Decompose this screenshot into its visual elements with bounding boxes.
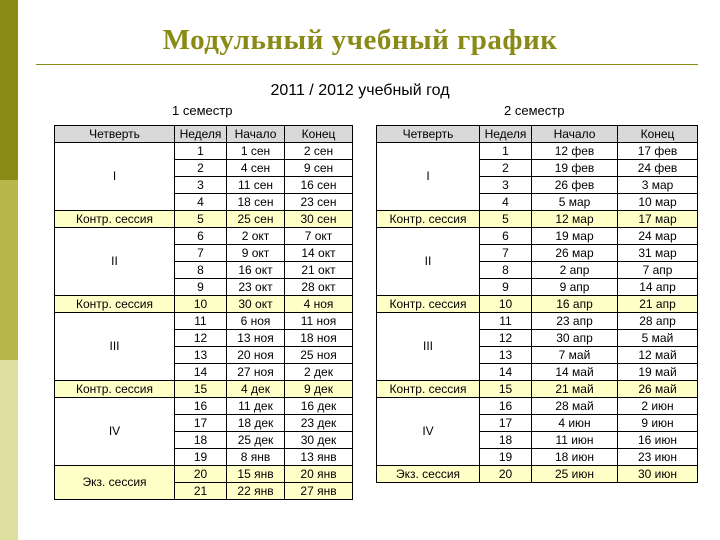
start-date-cell: 6 ноя	[227, 313, 285, 330]
header-quarter: Четверть	[377, 126, 480, 143]
start-date-cell: 26 мар	[532, 245, 618, 262]
start-date-cell: 18 дек	[227, 415, 285, 432]
end-date-cell: 21 апр	[618, 296, 698, 313]
quarter-label: IV	[377, 398, 480, 466]
header-start: Начало	[532, 126, 618, 143]
end-date-cell: 7 окт	[285, 228, 353, 245]
start-date-cell: 7 май	[532, 347, 618, 364]
start-date-cell: 28 май	[532, 398, 618, 415]
end-date-cell: 13 янв	[285, 449, 353, 466]
session-label: Контр. сессия	[55, 296, 175, 313]
start-date-cell: 11 июн	[532, 432, 618, 449]
week-cell: 14	[175, 364, 227, 381]
table-row	[55, 398, 353, 415]
header-end: Конец	[618, 126, 698, 143]
end-date-cell: 16 июн	[618, 432, 698, 449]
start-date-cell: 4 сен	[227, 160, 285, 177]
end-date-cell: 14 апр	[618, 279, 698, 296]
week-cell: 4	[480, 194, 532, 211]
table-row	[377, 143, 698, 160]
week-cell: 15	[175, 381, 227, 398]
week-cell: 16	[480, 398, 532, 415]
table-row	[55, 228, 353, 245]
week-cell: 5	[480, 211, 532, 228]
week-cell: 2	[480, 160, 532, 177]
week-cell: 20	[175, 466, 227, 483]
end-date-cell: 7 апр	[618, 262, 698, 279]
end-date-cell: 28 апр	[618, 313, 698, 330]
start-date-cell: 5 мар	[532, 194, 618, 211]
start-date-cell: 25 дек	[227, 432, 285, 449]
end-date-cell: 9 дек	[285, 381, 353, 398]
start-date-cell: 25 сен	[227, 211, 285, 228]
start-date-cell: 12 фев	[532, 143, 618, 160]
week-cell: 9	[480, 279, 532, 296]
side-bar-segment-light	[0, 360, 18, 540]
semester-1-table	[54, 125, 353, 500]
table-header-row	[377, 126, 698, 143]
week-cell: 9	[175, 279, 227, 296]
session-label: Контр. сессия	[377, 381, 480, 398]
week-cell: 14	[480, 364, 532, 381]
session-label: Экз. сессия	[377, 466, 480, 483]
end-date-cell: 17 фев	[618, 143, 698, 160]
session-label: Контр. сессия	[55, 211, 175, 228]
table-row	[377, 313, 698, 330]
week-cell: 11	[175, 313, 227, 330]
end-date-cell: 2 сен	[285, 143, 353, 160]
start-date-cell: 30 апр	[532, 330, 618, 347]
session-label: Контр. сессия	[55, 381, 175, 398]
start-date-cell: 2 апр	[532, 262, 618, 279]
week-cell: 10	[175, 296, 227, 313]
week-cell: 11	[480, 313, 532, 330]
table-row	[55, 466, 353, 483]
end-date-cell: 9 июн	[618, 415, 698, 432]
week-cell: 7	[480, 245, 532, 262]
start-date-cell: 23 окт	[227, 279, 285, 296]
week-cell: 20	[480, 466, 532, 483]
side-bar-segment-mid	[0, 180, 18, 360]
week-cell: 15	[480, 381, 532, 398]
header-week: Неделя	[480, 126, 532, 143]
quarter-label: I	[55, 143, 175, 211]
start-date-cell: 4 дек	[227, 381, 285, 398]
start-date-cell: 30 окт	[227, 296, 285, 313]
end-date-cell: 27 янв	[285, 483, 353, 500]
table-row	[55, 211, 353, 228]
end-date-cell: 18 ноя	[285, 330, 353, 347]
header-week: Неделя	[175, 126, 227, 143]
table-row	[377, 228, 698, 245]
slide-title: Модульный учебный график	[162, 24, 558, 56]
week-cell: 19	[480, 449, 532, 466]
week-cell: 2	[175, 160, 227, 177]
table-row	[377, 466, 698, 483]
start-date-cell: 11 сен	[227, 177, 285, 194]
start-date-cell: 25 июн	[532, 466, 618, 483]
semester-2-label: 2 семестр	[504, 103, 565, 118]
end-date-cell: 21 окт	[285, 262, 353, 279]
start-date-cell: 1 сен	[227, 143, 285, 160]
end-date-cell: 19 май	[618, 364, 698, 381]
week-cell: 4	[175, 194, 227, 211]
end-date-cell: 26 май	[618, 381, 698, 398]
week-cell: 3	[480, 177, 532, 194]
start-date-cell: 18 июн	[532, 449, 618, 466]
quarter-label: II	[55, 228, 175, 296]
end-date-cell: 3 мар	[618, 177, 698, 194]
table-header-row	[55, 126, 353, 143]
quarter-label: IV	[55, 398, 175, 466]
end-date-cell: 16 сен	[285, 177, 353, 194]
end-date-cell: 30 дек	[285, 432, 353, 449]
session-label: Контр. сессия	[377, 211, 480, 228]
end-date-cell: 24 мар	[618, 228, 698, 245]
start-date-cell: 21 май	[532, 381, 618, 398]
week-cell: 1	[175, 143, 227, 160]
end-date-cell: 2 дек	[285, 364, 353, 381]
end-date-cell: 23 дек	[285, 415, 353, 432]
end-date-cell: 25 ноя	[285, 347, 353, 364]
end-date-cell: 24 фев	[618, 160, 698, 177]
quarter-label: I	[377, 143, 480, 211]
header-start: Начало	[227, 126, 285, 143]
end-date-cell: 30 сен	[285, 211, 353, 228]
end-date-cell: 5 май	[618, 330, 698, 347]
week-cell: 8	[480, 262, 532, 279]
week-cell: 13	[175, 347, 227, 364]
end-date-cell: 10 мар	[618, 194, 698, 211]
week-cell: 13	[480, 347, 532, 364]
week-cell: 6	[175, 228, 227, 245]
start-date-cell: 22 янв	[227, 483, 285, 500]
table-row	[377, 296, 698, 313]
start-date-cell: 12 мар	[532, 211, 618, 228]
week-cell: 1	[480, 143, 532, 160]
start-date-cell: 15 янв	[227, 466, 285, 483]
end-date-cell: 23 сен	[285, 194, 353, 211]
academic-year: 2011 / 2012 учебный год	[270, 82, 450, 99]
end-date-cell: 12 май	[618, 347, 698, 364]
week-cell: 10	[480, 296, 532, 313]
side-accent-bar	[0, 0, 18, 540]
end-date-cell: 9 сен	[285, 160, 353, 177]
title-underline	[36, 64, 698, 65]
start-date-cell: 19 фев	[532, 160, 618, 177]
week-cell: 12	[480, 330, 532, 347]
start-date-cell: 20 ноя	[227, 347, 285, 364]
week-cell: 16	[175, 398, 227, 415]
end-date-cell: 23 июн	[618, 449, 698, 466]
start-date-cell: 11 дек	[227, 398, 285, 415]
week-cell: 17	[175, 415, 227, 432]
week-cell: 3	[175, 177, 227, 194]
week-cell: 21	[175, 483, 227, 500]
table-row	[55, 313, 353, 330]
week-cell: 6	[480, 228, 532, 245]
start-date-cell: 16 окт	[227, 262, 285, 279]
week-cell: 8	[175, 262, 227, 279]
start-date-cell: 27 ноя	[227, 364, 285, 381]
table-row	[377, 381, 698, 398]
session-label: Контр. сессия	[377, 296, 480, 313]
end-date-cell: 31 мар	[618, 245, 698, 262]
header-end: Конец	[285, 126, 353, 143]
start-date-cell: 26 фев	[532, 177, 618, 194]
table-row	[377, 398, 698, 415]
table-row	[55, 296, 353, 313]
start-date-cell: 9 окт	[227, 245, 285, 262]
session-label: Экз. сессия	[55, 466, 175, 500]
end-date-cell: 14 окт	[285, 245, 353, 262]
end-date-cell: 17 мар	[618, 211, 698, 228]
quarter-label: III	[55, 313, 175, 381]
table-row	[377, 211, 698, 228]
start-date-cell: 8 янв	[227, 449, 285, 466]
end-date-cell: 20 янв	[285, 466, 353, 483]
semester-1-label: 1 семестр	[172, 103, 233, 118]
week-cell: 5	[175, 211, 227, 228]
semester-2-table	[376, 125, 698, 483]
end-date-cell: 28 окт	[285, 279, 353, 296]
week-cell: 7	[175, 245, 227, 262]
start-date-cell: 4 июн	[532, 415, 618, 432]
week-cell: 17	[480, 415, 532, 432]
table-row	[55, 143, 353, 160]
end-date-cell: 2 июн	[618, 398, 698, 415]
end-date-cell: 11 ноя	[285, 313, 353, 330]
header-quarter: Четверть	[55, 126, 175, 143]
week-cell: 18	[480, 432, 532, 449]
week-cell: 18	[175, 432, 227, 449]
end-date-cell: 16 дек	[285, 398, 353, 415]
start-date-cell: 2 окт	[227, 228, 285, 245]
end-date-cell: 4 ноя	[285, 296, 353, 313]
start-date-cell: 16 апр	[532, 296, 618, 313]
start-date-cell: 9 апр	[532, 279, 618, 296]
start-date-cell: 18 сен	[227, 194, 285, 211]
start-date-cell: 14 май	[532, 364, 618, 381]
start-date-cell: 19 мар	[532, 228, 618, 245]
start-date-cell: 13 ноя	[227, 330, 285, 347]
start-date-cell: 23 апр	[532, 313, 618, 330]
week-cell: 12	[175, 330, 227, 347]
quarter-label: II	[377, 228, 480, 296]
end-date-cell: 30 июн	[618, 466, 698, 483]
table-row	[55, 381, 353, 398]
week-cell: 19	[175, 449, 227, 466]
quarter-label: III	[377, 313, 480, 381]
